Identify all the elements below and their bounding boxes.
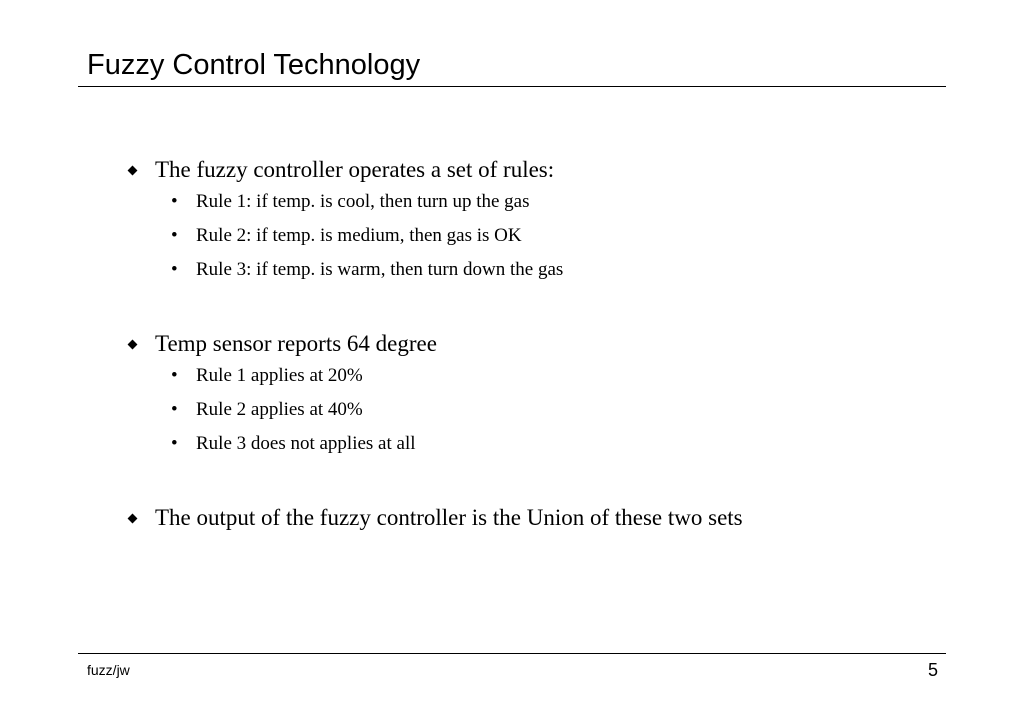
slide-title: Fuzzy Control Technology [87,49,421,81]
sub-bullet-text: Rule 3: if temp. is warm, then turn down the gas [196,259,564,280]
main-bullet-text: The output of the fuzzy controller is the Union of these two sets [155,505,743,530]
sub-bullet-text: Rule 3 does not applies at all [196,433,416,454]
sub-bullet-text: Rule 1 applies at 20% [196,365,363,386]
diamond-bullet-icon [128,340,138,350]
main-bullet-text: Temp sensor reports 64 degree [155,331,437,356]
sub-bullet-item [126,397,946,431]
sub-list [126,189,946,291]
title-divider [78,86,946,87]
bullet-section-rules [126,154,946,291]
bullet-section-output [126,502,946,534]
sub-bullet-text: Rule 2 applies at 40% [196,399,363,420]
sub-bullet-item [126,431,946,465]
dot-bullet-icon: • [171,365,178,386]
main-bullet [126,502,946,534]
sub-bullet-item [126,257,946,291]
footer-divider [78,653,946,654]
dot-bullet-icon: • [171,225,178,246]
page-number: 5 [927,660,938,680]
dot-bullet-icon: • [171,259,178,280]
sub-bullet-text: Rule 1: if temp. is cool, then turn up the gas [196,191,530,212]
footer-author: fuzz/jw [87,662,130,678]
diamond-bullet-icon [128,166,138,176]
dot-bullet-icon: • [171,191,178,212]
main-bullet [126,328,946,360]
sub-bullet-item [126,223,946,257]
sub-bullet-item [126,363,946,397]
dot-bullet-icon: • [171,399,178,420]
sub-bullet-text: Rule 2: if temp. is medium, then gas is OK [196,225,522,246]
diamond-bullet-icon [128,514,138,524]
dot-bullet-icon: • [171,433,178,454]
main-bullet-text: The fuzzy controller operates a set of rules: [155,157,555,182]
main-bullet [126,154,946,186]
sub-list [126,363,946,465]
sub-bullet-item [126,189,946,223]
bullet-section-sensor [126,328,946,465]
